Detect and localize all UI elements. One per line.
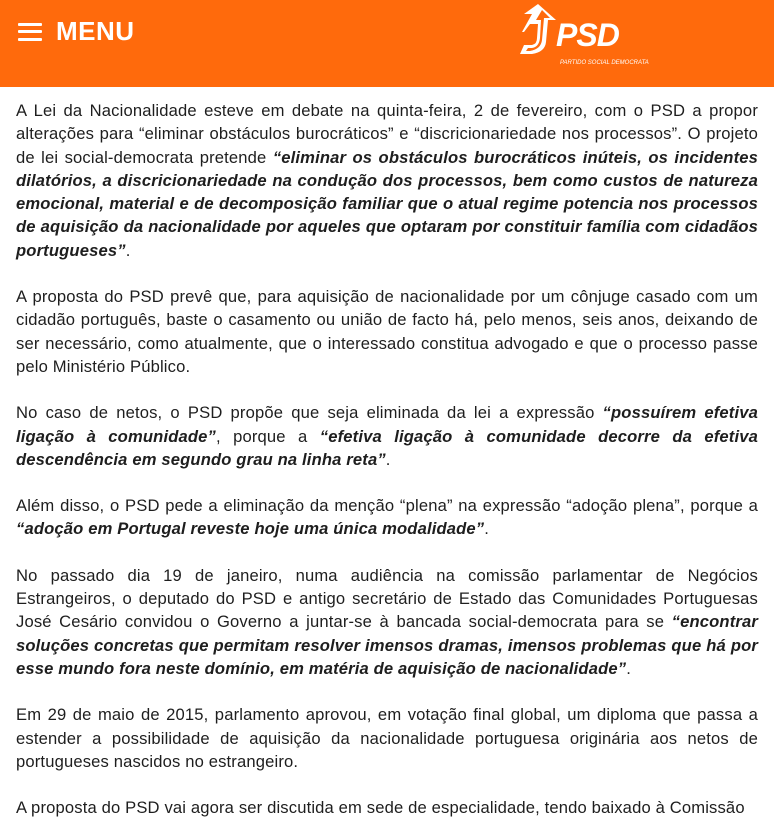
article-paragraph	[16, 99, 758, 262]
paragraph-text: .	[385, 449, 391, 469]
quote-text: “adoção em Portugal reveste hoje uma única modalidade”	[16, 519, 485, 539]
logo-wordmark: PSD	[556, 17, 619, 53]
quote-text: “encontrar soluções concretas que permitam resolver imensos dramas, imensos problemas que há por esse mundo fora neste domínio, em matéria de aquisição de nacionalidade”	[16, 612, 758, 678]
paragraph-text: A proposta do PSD prevê que, para aquisição de nacionalidade por um cônjuge casado com um cidadão português, baste o casamento ou união de facto há, pelo menos, seis anos, deixando de ser necessário, como atualmente, que o interessado constitua advogado e que o processo passe pelo Ministério Público.	[16, 287, 758, 376]
paragraph-text: Além disso, o PSD pede a eliminação da menção “plena” na expressão “adoção plena”, porque a	[16, 496, 758, 516]
paragraph-text: A proposta do PSD vai agora ser discutida em sede de especialidade, tendo baixado à Comissão	[16, 798, 745, 818]
article-paragraph	[16, 285, 758, 378]
logo-subtext: PARTIDO SOCIAL DEMOCRATA	[560, 60, 649, 66]
quote-text: “possuírem efetiva ligação à comunidade”	[16, 403, 758, 446]
paragraph-text: No caso de netos, o PSD propõe que seja eliminada da lei a expressão	[16, 403, 603, 423]
paragraph-text: Em 29 de maio de 2015, parlamento aprovou, em votação final global, um diploma que passa a estender a possibilidade de aquisição da nacionalidade portuguesa originária aos netos de portugueses nascidos no estrangeiro.	[16, 705, 758, 771]
menu-label: MENU	[56, 16, 135, 46]
quote-text: “eliminar os obstáculos burocráticos inúteis, os incidentes dilatórios, a discricionariedade na condução dos processos, bem como custos de natureza emocional, material e de decomposição familiar que o atual regime potencia nos processos de aquisição da nacionalidade por aqueles que optaram por constituir família com cidadãos portugueses”	[16, 147, 758, 260]
paragraph-text: .	[626, 658, 631, 678]
article-body	[0, 87, 774, 819]
hamburger-icon	[18, 23, 42, 41]
paragraph-text: .	[125, 240, 131, 260]
article-paragraph	[16, 703, 758, 773]
site-header	[0, 0, 774, 87]
paragraph-text: , porque a	[216, 426, 320, 446]
quote-text: “efetiva ligação à comunidade decorre da efetiva descendência em segundo grau na linha reta”	[16, 426, 758, 469]
article-paragraph	[16, 564, 758, 680]
article-paragraph	[16, 401, 758, 471]
menu-button[interactable]	[18, 16, 135, 47]
paragraph-text: No passado dia 19 de janeiro, numa audiência na comissão parlamentar de Negócios Estrangeiros, o deputado do PSD e antigo secretário de Estado das Comunidades Portuguesas José Cesário convidou o Governo a juntar-se à bancada social-democrata para se	[16, 565, 758, 632]
psd-logo[interactable]	[516, 2, 656, 68]
paragraph-text: .	[484, 519, 490, 539]
article-paragraph	[16, 494, 758, 541]
paragraph-text: A Lei da Nacionalidade esteve em debate na quinta-feira, 2 de fevereiro, com o PSD a propor alterações para “eliminar obstáculos burocráticos” e “discricionariedade nos processos”. O projeto de lei social-democrata pretende	[16, 101, 758, 167]
